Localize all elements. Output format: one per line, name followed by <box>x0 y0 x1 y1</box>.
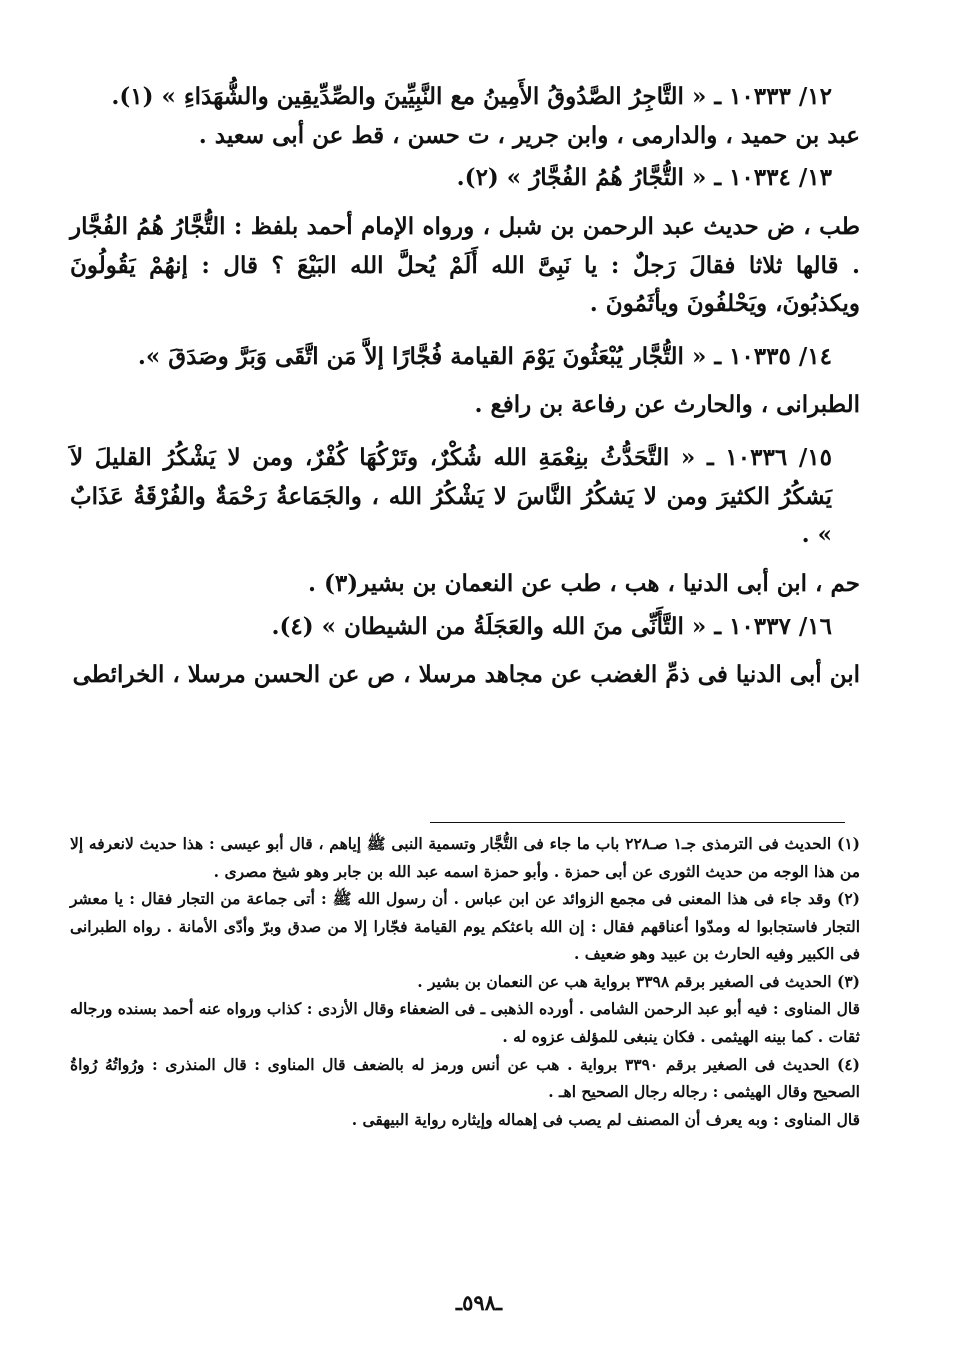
hadith-source: الطبرانى ، والحارث عن رفاعة بن رافع . <box>474 391 860 419</box>
hadith-source: طب ، ض حديث عبد الرحمن بن شبل ، ورواه الإمام أحمد بلفظ : التُّجَّارُ هُمُ الفُجَّار . قالها ثلاثا فقالَ رَجلٌ : يا نَبِىَّ الله أَلَمْ يُحلَّ الله البَيْعَ ؟ قال : إنهُمْ يَقُولُونَ ويكذبُونَ، ويَحْلفُونَ ويأثَمُونَ . <box>70 212 860 318</box>
footnote-3: (٣) الحديث فى الصغير برقم ٣٣٩٨ برواية هب عن النعمان بن بشير . <box>417 971 860 991</box>
hadith-10333: ١٢/ ١٠٣٣٣ ـ « التَّاجِرُ الصَّدُوقُ الأَمِينُ مع النَّبِيِّينَ والصِّدِّيقِين والشُّهَدَاءِ » (١). <box>111 83 832 110</box>
hadith-source: عبد بن حميد ، والدارمى ، وابن جرير ، ت حسن ، قط عن أبى سعيد . <box>198 121 860 149</box>
footnote-3-continuation: قال المناوى : فيه أبو عبد الرحمن الشامى . أورده الذهبى ـ فى الضعفاء وقال الأزدى : كذاب ورواه عنه أحمد بسنده ورجاله ثقات . كما بينه الهيثمى . فكان ينبغى للمؤلف عزوه له . <box>70 999 860 1047</box>
footnote-2: (٢) وقد جاء فى هذا المعنى فى مجمع الزوائد عن ابن عباس . أن رسول الله ﷺ : أتى جماعة من التجار فقال : يا معشر التجار فاستجابوا له ومدّوا أعناقهم فقال : إن الله باعثكم يوم القيامة فجّارا إلا من صدق وبرّ وأدّى الأمانة . رواه الطبرانى فى الكبير وفيه الحارث بن عبيد وهو ضعيف . <box>70 889 860 964</box>
hadith-10337: ١٦/ ١٠٣٣٧ ـ « التَّأَنِّى منَ الله والعَجَلَةُ من الشيطان » (٤). <box>271 612 832 640</box>
footnote-divider <box>430 822 845 823</box>
page-number: ـ٥٩٨ـ <box>455 1290 503 1315</box>
main-text <box>70 78 860 699</box>
footnote-4-continuation: قال المناوى : وبه يعرف أن المصنف لم يصب فى إهماله وإيثاره رواية البيهقى . <box>351 1109 860 1129</box>
hadith-10336: ١٥/ ١٠٣٣٦ ـ « التَّحَدُّثُ بنِعْمَةِ الله شُكْرٌ، وتَرْكُهَا كُفْرٌ، ومن لا يَشْكُرُ القليلَ لاَ يَشكُرُ الكثيرَ ومن لا يَشكُرُ النَّاسَ لا يَشْكُرُ الله ، والجَمَاعةُ رَحْمَةٌ والفُرْقَةُ عَذَابٌ » . <box>70 444 832 549</box>
footnote-1: (١) الحديث فى الترمذى جـ١ صـ٢٢٨ باب ما جاء فى التُّجَّار وتسمية النبى ﷺ إياهم ، قال أبو عيسى : هذا حديث لانعرفه إلا من هذا الوجه من حديث الثورى عن أبى حمزة . وأبو حمزة اسمه عبد الله بن جابر وهو شيخ مصرى . <box>70 834 860 881</box>
hadith-source: ابن أبى الدنيا فى ذمِّ الغضب عن مجاهد مرسلا ، ص عن الحسن مرسلا ، الخرائطى <box>72 661 860 689</box>
footnote-4: (٤) الحديث فى الصغير برقم ٣٣٩٠ برواية . هب عن أنس ورمز له بالضعف قال المناوى : قال المنذرى : ورُواتُهُ رُواةُ الصحيح وقال الهيثمى : رجاله رجال الصحيح اهـ . <box>70 1054 860 1102</box>
footnotes <box>70 830 860 1133</box>
hadith-10334: ١٣/ ١٠٣٣٤ ـ « التُّجَّارُ هُمُ الفُجَّارُ » (٢). <box>456 164 832 192</box>
hadith-10335: ١٤/ ١٠٣٣٥ ـ « التُّجَّار يُبْعَثُونَ يَوْمَ القيامة فُجَّارًا إلاَّ مَن اتَّقَى وَبَرَّ وصَدَقَ ». <box>137 342 832 370</box>
hadith-source: حم ، ابن أبى الدنيا ، هب ، طب عن النعمان بن بشير(٣) . <box>307 569 860 597</box>
